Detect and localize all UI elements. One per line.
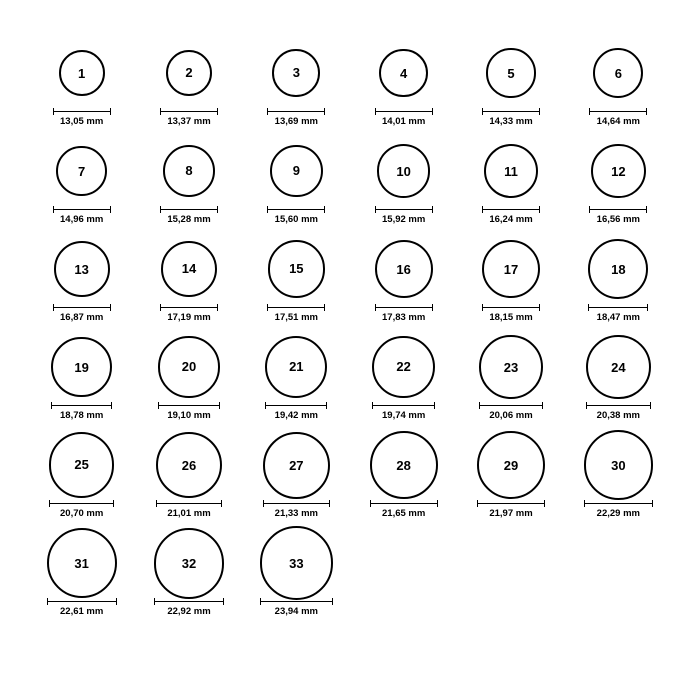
caliper-icon [589, 108, 647, 115]
ring-measurement [267, 206, 325, 225]
ring-diameter-label: 20,06 mm [489, 410, 533, 421]
ring-measurement [160, 108, 218, 127]
ring-circle[interactable] [265, 336, 327, 398]
ring-circle[interactable] [372, 336, 435, 399]
ring-circle-wrap [584, 432, 653, 498]
ring-size-cell[interactable] [28, 40, 135, 138]
caliper-icon [160, 304, 218, 311]
ring-size-cell[interactable] [350, 432, 457, 530]
ring-size-cell[interactable] [457, 432, 564, 530]
ring-circle[interactable] [479, 335, 543, 399]
ring-size-cell[interactable] [243, 530, 350, 628]
ring-size-number: 9 [292, 163, 300, 179]
ring-diameter-label: 22,29 mm [596, 508, 640, 519]
ring-diameter-label: 18,47 mm [596, 312, 640, 323]
ring-circle[interactable] [47, 528, 117, 598]
ring-circle-wrap [272, 40, 320, 106]
ring-diameter-label: 16,56 mm [596, 214, 640, 225]
ring-circle[interactable] [484, 144, 538, 198]
ring-diameter-label: 16,24 mm [489, 214, 533, 225]
ring-size-number: 24 [611, 359, 626, 375]
ring-circle-wrap [372, 334, 435, 400]
caliper-icon [156, 500, 222, 507]
caliper-icon [588, 304, 648, 311]
ring-diameter-label: 15,92 mm [382, 214, 426, 225]
caliper-icon [482, 108, 540, 115]
ring-measurement [156, 500, 222, 519]
caliper-icon [477, 500, 546, 507]
ring-size-number: 3 [292, 65, 300, 81]
ring-size-number: 10 [396, 163, 411, 179]
caliper-icon [53, 108, 111, 115]
ring-diameter-label: 13,05 mm [60, 116, 104, 127]
ring-circle-wrap [375, 236, 433, 302]
ring-size-cell[interactable] [28, 236, 135, 334]
ring-size-number: 32 [181, 555, 197, 571]
ring-circle-wrap [486, 40, 535, 106]
caliper-icon [154, 598, 225, 605]
caliper-icon [589, 206, 647, 213]
ring-measurement [586, 402, 651, 421]
ring-diameter-label: 14,01 mm [382, 116, 426, 127]
ring-measurement [53, 304, 111, 323]
caliper-icon [267, 206, 325, 213]
ring-size-cell[interactable] [350, 138, 457, 236]
ring-size-cell[interactable] [565, 432, 672, 530]
ring-circle-wrap [163, 138, 215, 204]
ring-measurement [482, 108, 540, 127]
ring-diameter-label: 14,64 mm [596, 116, 640, 127]
ring-circle-wrap [379, 40, 428, 106]
caliper-icon [53, 206, 111, 213]
ring-diameter-label: 19,74 mm [382, 410, 426, 421]
ring-diameter-label: 21,97 mm [489, 508, 533, 519]
ring-size-cell[interactable] [350, 236, 457, 334]
ring-size-number: 12 [611, 163, 626, 179]
caliper-icon [584, 500, 653, 507]
ring-circle[interactable] [260, 526, 334, 600]
ring-circle[interactable] [156, 432, 222, 498]
ring-circle-wrap [260, 530, 334, 596]
ring-circle-wrap [479, 334, 543, 400]
ring-circle[interactable] [482, 240, 541, 299]
caliper-icon [372, 402, 435, 409]
ring-measurement [47, 598, 117, 617]
ring-diameter-label: 19,10 mm [167, 410, 211, 421]
ring-measurement [53, 108, 111, 127]
caliper-icon [267, 108, 325, 115]
ring-size-number: 26 [181, 457, 197, 473]
ring-diameter-label: 13,69 mm [274, 116, 318, 127]
ring-circle-wrap [268, 236, 325, 302]
ring-diameter-label: 17,19 mm [167, 312, 211, 323]
ring-size-cell[interactable] [457, 138, 564, 236]
caliper-icon [49, 500, 114, 507]
ring-size-cell[interactable] [457, 40, 564, 138]
ring-circle-wrap [477, 432, 546, 498]
ring-measurement [154, 598, 225, 617]
ring-size-cell[interactable] [243, 138, 350, 236]
ring-circle-wrap [156, 432, 222, 498]
ring-circle[interactable] [272, 49, 320, 97]
ring-diameter-label: 19,42 mm [274, 410, 318, 421]
ring-diameter-label: 20,70 mm [60, 508, 104, 519]
ring-measurement [49, 500, 114, 519]
ring-circle-wrap [59, 40, 105, 106]
ring-diameter-label: 14,33 mm [489, 116, 533, 127]
ring-size-cell[interactable] [457, 334, 564, 432]
ring-circle[interactable] [163, 145, 215, 197]
ring-size-number: 11 [504, 163, 518, 179]
caliper-icon [482, 304, 541, 311]
ring-size-number: 8 [185, 163, 193, 179]
ring-circle[interactable] [268, 240, 325, 297]
ring-circle[interactable] [49, 432, 114, 497]
ring-size-number: 19 [74, 359, 89, 375]
ring-size-number: 13 [74, 261, 89, 277]
ring-size-number: 25 [74, 457, 89, 473]
ring-size-cell[interactable] [565, 236, 672, 334]
caliper-icon [375, 206, 433, 213]
ring-measurement [160, 304, 218, 323]
ring-circle[interactable] [477, 431, 546, 500]
ring-circle[interactable] [54, 241, 110, 297]
ring-measurement [263, 500, 330, 519]
ring-size-cell[interactable] [28, 334, 135, 432]
ring-circle-wrap [158, 334, 219, 400]
ring-size-number: 27 [289, 457, 304, 473]
ring-size-cell[interactable] [135, 236, 242, 334]
ring-circle-wrap [591, 138, 646, 204]
ring-size-number: 6 [614, 65, 622, 81]
ring-measurement [589, 206, 647, 225]
ring-size-number: 20 [181, 359, 197, 375]
ring-circle[interactable] [56, 146, 107, 197]
ring-circle[interactable] [379, 49, 428, 98]
ring-size-cell[interactable] [565, 40, 672, 138]
ring-circle[interactable] [270, 145, 323, 198]
ring-measurement [375, 304, 433, 323]
ring-measurement [267, 108, 325, 127]
ring-size-cell[interactable] [28, 432, 135, 530]
caliper-icon [160, 108, 218, 115]
ring-diameter-label: 22,61 mm [60, 606, 104, 617]
ring-measurement [160, 206, 218, 225]
caliper-icon [260, 598, 334, 605]
ring-circle-wrap [154, 530, 225, 596]
ring-diameter-label: 20,38 mm [596, 410, 640, 421]
ring-size-number: 15 [289, 261, 304, 277]
ring-size-number: 5 [507, 65, 515, 81]
ring-circle-wrap [270, 138, 323, 204]
ring-size-number: 16 [396, 261, 411, 277]
ring-diameter-label: 21,01 mm [167, 508, 211, 519]
ring-diameter-label: 13,37 mm [167, 116, 211, 127]
ring-circle[interactable] [588, 239, 648, 299]
ring-diameter-label: 17,51 mm [274, 312, 318, 323]
ring-circle-wrap [482, 236, 541, 302]
ring-size-cell[interactable] [28, 530, 135, 628]
ring-measurement [158, 402, 219, 421]
ring-size-number: 30 [611, 457, 626, 473]
caliper-icon [375, 304, 433, 311]
ring-size-cell[interactable] [243, 236, 350, 334]
ring-measurement [370, 500, 438, 519]
ring-circle[interactable] [59, 50, 105, 96]
ring-measurement [479, 402, 543, 421]
ring-size-cell[interactable] [28, 138, 135, 236]
caliper-icon [158, 402, 219, 409]
ring-diameter-label: 21,65 mm [382, 508, 426, 519]
caliper-icon [370, 500, 438, 507]
ring-circle-wrap [56, 138, 107, 204]
ring-size-cell[interactable] [243, 432, 350, 530]
ring-size-number: 1 [78, 65, 86, 81]
ring-size-number: 18 [611, 261, 626, 277]
ring-size-cell[interactable] [457, 236, 564, 334]
ring-measurement [265, 402, 327, 421]
ring-measurement [51, 402, 112, 421]
ring-size-number: 22 [396, 359, 411, 375]
ring-circle-wrap [166, 40, 213, 106]
ring-diameter-label: 14,96 mm [60, 214, 104, 225]
ring-size-cell[interactable] [135, 40, 242, 138]
ring-circle-wrap [377, 138, 430, 204]
ring-size-cell[interactable] [565, 334, 672, 432]
ring-circle[interactable] [486, 48, 535, 97]
ring-circle[interactable] [377, 144, 430, 197]
ring-size-cell[interactable] [135, 432, 242, 530]
ring-size-cell[interactable] [135, 334, 242, 432]
ring-circle[interactable] [591, 144, 646, 199]
ring-size-grid [28, 40, 672, 628]
ring-circle-wrap [484, 138, 538, 204]
caliper-icon [53, 304, 111, 311]
ring-diameter-label: 21,33 mm [274, 508, 318, 519]
caliper-icon [375, 108, 433, 115]
ring-size-cell[interactable] [243, 40, 350, 138]
ring-size-cell[interactable] [135, 138, 242, 236]
ring-circle[interactable] [593, 48, 643, 98]
ring-measurement [375, 108, 433, 127]
ring-measurement [267, 304, 325, 323]
caliper-icon [267, 304, 325, 311]
ring-measurement [589, 108, 647, 127]
ring-circle[interactable] [263, 432, 330, 499]
ring-circle[interactable] [154, 528, 225, 599]
ring-size-cell[interactable] [350, 334, 457, 432]
ring-diameter-label: 15,60 mm [274, 214, 318, 225]
ring-measurement [584, 500, 653, 519]
ring-circle-wrap [265, 334, 327, 400]
ring-measurement [375, 206, 433, 225]
ring-diameter-label: 15,28 mm [167, 214, 211, 225]
ring-diameter-label: 23,94 mm [274, 606, 318, 617]
ring-circle-wrap [161, 236, 218, 302]
ring-circle-wrap [370, 432, 438, 498]
caliper-icon [482, 206, 540, 213]
ring-size-cell[interactable] [565, 138, 672, 236]
ring-size-cell[interactable] [350, 40, 457, 138]
caliper-icon [263, 500, 330, 507]
ring-size-number: 7 [78, 163, 86, 179]
ring-measurement [477, 500, 546, 519]
ring-circle-wrap [49, 432, 114, 498]
ring-measurement [482, 304, 541, 323]
caliper-icon [479, 402, 543, 409]
ring-size-number: 28 [396, 457, 411, 473]
ring-diameter-label: 18,15 mm [489, 312, 533, 323]
ring-size-number: 33 [289, 555, 304, 571]
ring-size-number: 14 [181, 261, 197, 277]
ring-diameter-label: 22,92 mm [167, 606, 211, 617]
caliper-icon [586, 402, 651, 409]
ring-diameter-label: 17,83 mm [382, 312, 426, 323]
ring-size-number: 29 [503, 457, 519, 473]
caliper-icon [160, 206, 218, 213]
ring-circle-wrap [47, 530, 117, 596]
ring-measurement [372, 402, 435, 421]
caliper-icon [47, 598, 117, 605]
ring-measurement [588, 304, 648, 323]
ring-diameter-label: 18,78 mm [60, 410, 104, 421]
ring-size-cell[interactable] [243, 334, 350, 432]
ring-circle-wrap [51, 334, 112, 400]
ring-size-number: 21 [289, 359, 304, 375]
ring-size-number: 23 [503, 359, 519, 375]
ring-measurement [482, 206, 540, 225]
ring-circle-wrap [54, 236, 110, 302]
ring-diameter-label: 16,87 mm [60, 312, 104, 323]
caliper-icon [51, 402, 112, 409]
ring-size-cell[interactable] [135, 530, 242, 628]
ring-size-number: 2 [185, 65, 193, 81]
caliper-icon [265, 402, 327, 409]
ring-circle-wrap [586, 334, 651, 400]
ring-circle[interactable] [586, 335, 651, 400]
ring-measurement [53, 206, 111, 225]
ring-circle-wrap [588, 236, 648, 302]
ring-size-number: 17 [503, 261, 519, 277]
ring-size-number: 31 [74, 555, 89, 571]
ring-circle[interactable] [584, 430, 653, 499]
ring-circle[interactable] [158, 336, 219, 397]
ring-circle[interactable] [51, 337, 112, 398]
ring-measurement [260, 598, 334, 617]
ring-circle-wrap [263, 432, 330, 498]
ring-circle-wrap [593, 40, 643, 106]
ring-size-number: 4 [400, 65, 408, 81]
ring-circle[interactable] [161, 241, 218, 298]
ring-circle[interactable] [370, 431, 438, 499]
ring-circle[interactable] [375, 240, 433, 298]
ring-circle[interactable] [166, 50, 213, 97]
